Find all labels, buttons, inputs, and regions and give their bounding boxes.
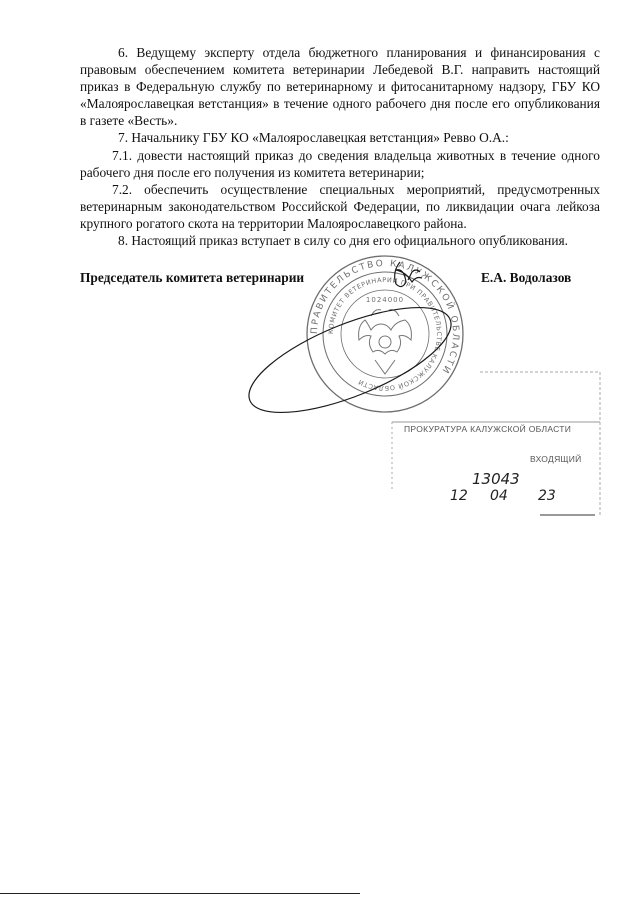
paragraph-7-1: 7.1. довести настоящий приказ до сведения владельца животных в течение одного рабочего дня после его получения из комитета ветеринарии; <box>80 147 600 180</box>
page-bottom-rule <box>0 893 360 894</box>
order-body <box>80 44 600 249</box>
eagle-emblem-icon <box>359 310 412 374</box>
paragraph-7: 7. Начальнику ГБУ КО «Малоярославецкая ветстанция» Ревво О.А.: <box>118 130 509 146</box>
seal-outer-text: ПРАВИТЕЛЬСТВО КАЛУЖСКОЙ ОБЛАСТИ <box>309 258 461 377</box>
signatory-title: Председатель комитета ветеринарии <box>80 270 305 285</box>
registration-number: 13043 <box>472 470 520 488</box>
registration-date-day: 12 <box>450 488 468 504</box>
signatory-name: Е.А. Водолазов <box>481 270 572 285</box>
registration-authority: ПРОКУРАТУРА КАЛУЖСКОЙ ОБЛАСТИ <box>404 424 572 434</box>
registration-label: ВХОДЯЩИЙ <box>530 454 582 464</box>
seal-code: 1024000 <box>365 296 405 304</box>
registration-stamp <box>390 370 602 518</box>
paragraph-6: 6. Ведущему эксперту отдела бюджетного планирования и финансирования с правовым обеспечением комитета ветеринарии Лебедевой В.Г. направить настоящий приказ в Федеральную службу по ветеринарному и фитосанитарному надзору, ГБУ КО «Малоярославецкая ветстанция» в течение одного рабочего дня после его опубликования в газете «Весть». <box>80 45 600 129</box>
paragraph-8: 8. Настоящий приказ вступает в силу со дня его официального опубликования. <box>118 233 568 249</box>
registration-date-month: 04 <box>490 488 508 504</box>
seal-inner-text: КОМИТЕТ ВЕТЕРИНАРИИ ПРИ ПРАВИТЕЛЬСТВЕ КАЛУЖСКОЙ ОБЛАСТИ <box>326 275 444 393</box>
paragraph-7-2: 7.2. обеспечить осуществление специальных мероприятий, предусмотренных ветеринарным законодательством Российской Федерации, по ликвидации очага лейкоза крупного рогатого скота на территории Малоярославецкого района. <box>80 181 600 231</box>
registration-date-year: 23 <box>538 488 556 504</box>
